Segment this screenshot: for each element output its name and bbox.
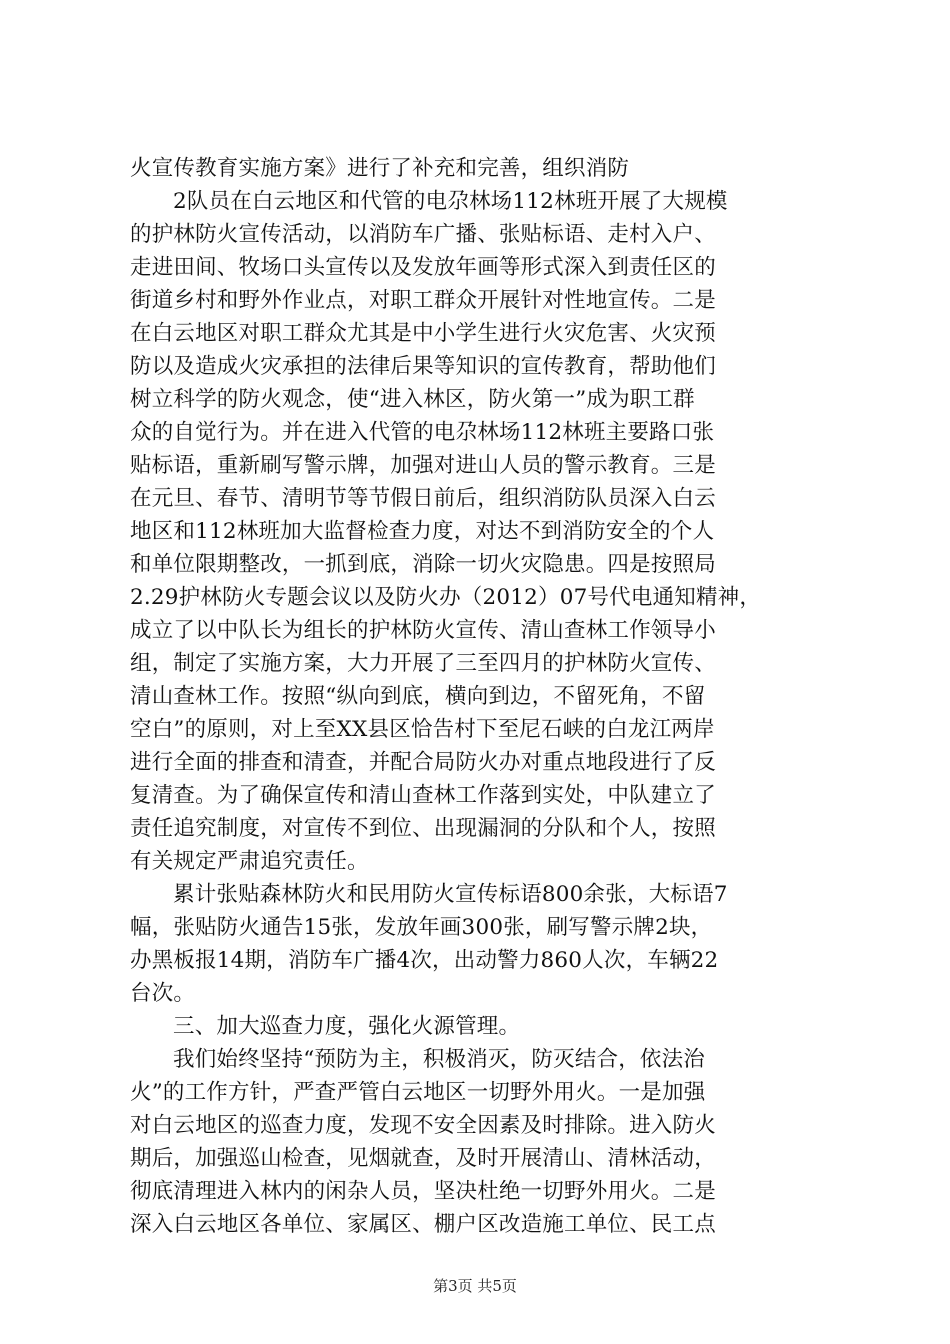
- text-line: 树立科学的防火观念，使“进入林区，防火第一”成为职工群: [130, 387, 695, 412]
- text-line: 贴标语，重新刷写警示牌，加强对进山人员的警示教育。三是: [130, 453, 716, 478]
- page-number: 第3页 共5页: [433, 1277, 517, 1295]
- text-line: 的护林防火宣传活动，以消防车广播、张贴标语、走村入户、: [130, 222, 716, 247]
- text-line: 街道乡村和野外作业点，对职工群众开展针对性地宣传。二是: [130, 288, 716, 313]
- text-line: 幅，张贴防火通告15张，发放年画300张，刷写警示牌2块，: [130, 915, 713, 940]
- text-line: 我们始终坚持“预防为主，积极消灭，防灭结合，依法治: [173, 1047, 705, 1072]
- section-heading: 三、加大巡查力度，强化火源管理。: [173, 1014, 521, 1039]
- document-body: [130, 152, 830, 1241]
- text-line: 空白”的原则，对上至XX县区恰告村下至尼石峡的白龙江两岸: [130, 717, 715, 742]
- text-line: 众的自觉行为。并在进入代管的电尕林场112林班主要路口张: [130, 420, 715, 445]
- text-line: 走进田间、牧场口头宣传以及发放年画等形式深入到责任区的: [130, 255, 716, 280]
- text-line: 火宣传教育实施方案》进行了补充和完善，组织消防: [130, 156, 630, 181]
- text-line: 防以及造成火灾承担的法律后果等知识的宣传教育，帮助他们: [130, 354, 716, 379]
- text-line: 期后，加强巡山检查，见烟就查，及时开展清山、清林活动，: [130, 1146, 716, 1171]
- text-line: 成立了以中队长为组长的护林防火宣传、清山查林工作领导小: [130, 618, 716, 643]
- text-line: 责任追究制度，对宣传不到位、出现漏洞的分队和个人，按照: [130, 816, 716, 841]
- text-line: 组，制定了实施方案，大力开展了三至四月的护林防火宣传、: [130, 651, 716, 676]
- text-line: 彻底清理进入林内的闲杂人员，坚决杜绝一切野外用火。二是: [130, 1179, 716, 1204]
- text-line: 深入白云地区各单位、家属区、棚户区改造施工单位、民工点: [130, 1212, 716, 1237]
- text-line: 进行全面的排查和清查，并配合局防火办对重点地段进行了反: [130, 750, 716, 775]
- text-line: 在白云地区对职工群众尤其是中小学生进行火灾危害、火灾预: [130, 321, 716, 346]
- text-line: 累计张贴森林防火和民用防火宣传标语800余张，大标语7: [173, 882, 728, 907]
- page-footer: [0, 1276, 950, 1296]
- text-line: 在元旦、春节、清明节等节假日前后，组织消防队员深入白云: [130, 486, 716, 511]
- text-line: 2队员在白云地区和代管的电尕林场112林班开展了大规模: [173, 189, 728, 214]
- text-line: 火”的工作方针，严查严管白云地区一切野外用火。一是加强: [130, 1080, 706, 1105]
- text-line: 台次。: [130, 981, 196, 1006]
- text-line: 有关规定严肃追究责任。: [130, 849, 369, 874]
- text-line: 办黑板报14期，消防车广播4次，出动警力860人次，车辆22: [130, 948, 719, 973]
- text-line: 地区和112林班加大监督检查力度，对达不到消防安全的个人: [130, 519, 715, 544]
- text-line: 清山查林工作。按照“纵向到底，横向到边，不留死角，不留: [130, 684, 706, 709]
- text-line: 2.29护林防火专题会议以及防火办（2012）07号代电通知精神，: [130, 585, 762, 610]
- text-line: 对白云地区的巡查力度，发现不安全因素及时排除。进入防火: [130, 1113, 716, 1138]
- text-line: 复清查。为了确保宣传和清山查林工作落到实处，中队建立了: [130, 783, 716, 808]
- text-line: 和单位限期整改，一抓到底，消除一切火灾隐患。四是按照局: [130, 552, 716, 577]
